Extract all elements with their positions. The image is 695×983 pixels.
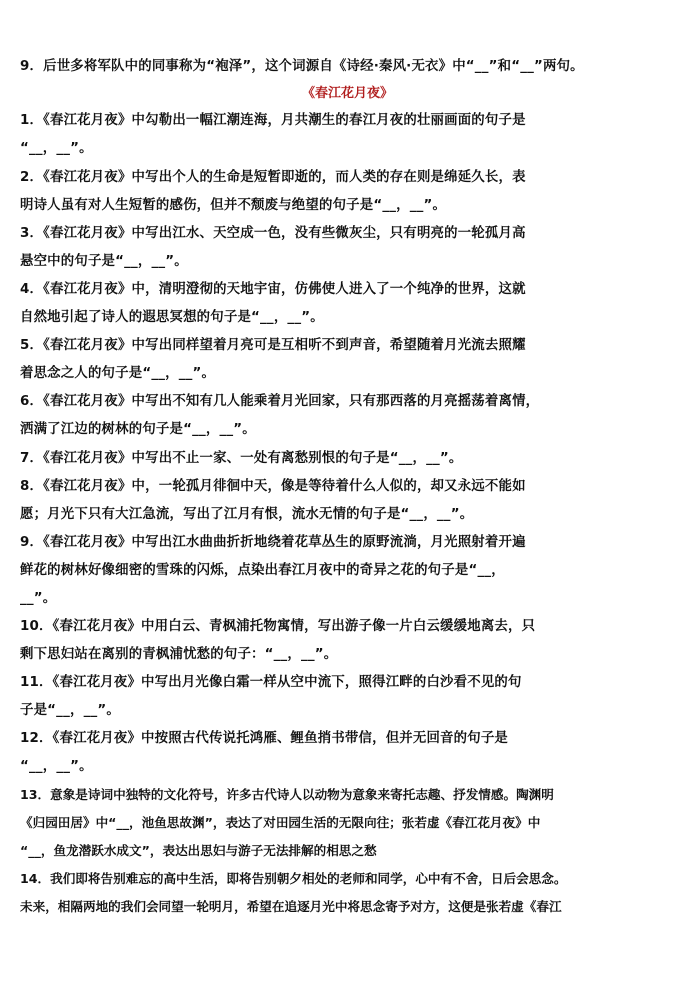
question-line: 13．意象是诗词中独特的文化符号，许多古代诗人以动物为意象来寄托志趣、抒发情感。陶渊明 — [20, 787, 554, 802]
question-line: 鲜花的树林好像细密的雪珠的闪烁，点染出春江月夜中的奇异之花的句子是“__， — [20, 563, 505, 578]
question-line: 11．《春江花月夜》中写出月光像白霜一样从空中流下，照得江畔的白沙看不见的句 — [20, 675, 522, 690]
header-question: 9．后世多将军队中的同事称为“袍泽”，这个词源自《诗经·秦风·无衣》中“__”和“__”两句。 — [20, 59, 584, 74]
question-line: 《归园田居》中“__，池鱼思故渊”，表达了对田园生活的无限向往；张若虚《春江花月夜》中 — [20, 815, 541, 830]
question-line: 4．《春江花月夜》中，清明澄彻的天地宇宙，仿佛使人进入了一个纯净的世界，这就 — [20, 282, 526, 297]
question-line: 悬空中的句子是“__，__”。 — [20, 254, 188, 269]
question-line: 2．《春江花月夜》中写出个人的生命是短暂即逝的，而人类的存在则是绵延久长，表 — [20, 170, 526, 185]
question-line: 8．《春江花月夜》中，一轮孤月徘徊中天，像是等待着什么人似的，却又永远不能如 — [20, 479, 526, 494]
question-line: 12．《春江花月夜》中按照古代传说托鸿雁、鲤鱼捎书带信，但并无回音的句子是 — [20, 731, 509, 746]
question-line: 1．《春江花月夜》中勾勒出一幅江潮连海，月共潮生的春江月夜的壮丽画面的句子是 — [20, 113, 526, 128]
question-line: 着思念之人的句子是“__，__”。 — [20, 366, 216, 381]
question-line: 10．《春江花月夜》中用白云、青枫浦托物寓情，写出游子像一片白云缓缓地离去，只 — [20, 619, 536, 634]
question-line: 明诗人虽有对人生短暂的感伤，但并不颓废与绝望的句子是“__，__”。 — [20, 198, 447, 213]
question-line: “__，__”。 — [20, 141, 93, 156]
question-line: 愿；月光下只有大江急流，写出了江月有恨，流水无情的句子是“__，__”。 — [20, 507, 474, 522]
question-line: “__，鱼龙潜跃水成文”，表达出思妇与游子无法排解的相思之愁 — [20, 843, 377, 858]
question-line: 3．《春江花月夜》中写出江水、天空成一色，没有些微灰尘，只有明亮的一轮孤月高 — [20, 226, 526, 241]
question-line: “__，__”。 — [20, 759, 93, 774]
question-line: __”。 — [20, 591, 57, 606]
question-line: 自然地引起了诗人的遐思冥想的句子是“__，__”。 — [20, 310, 324, 325]
question-line: 剩下思妇站在离别的青枫浦忧愁的句子：“__，__”。 — [20, 647, 338, 662]
question-line: 未来，相隔两地的我们会同望一轮明月，希望在追逐月光中将思念寄予对方，这便是张若虚《春江 — [20, 899, 562, 914]
question-line: 5．《春江花月夜》中写出同样望着月亮可是互相听不到声音，希望随着月光流去照耀 — [20, 338, 526, 353]
question-line: 9．《春江花月夜》中写出江水曲曲折折地绕着花草丛生的原野流淌，月光照射着开遍 — [20, 535, 526, 550]
question-line: 6．《春江花月夜》中写出不知有几人能乘着月光回家，只有那西落的月亮摇荡着离情， — [20, 394, 540, 409]
section-title: 《春江花月夜》 — [301, 86, 393, 101]
question-line: 洒满了江边的树林的句子是“__，__”。 — [20, 422, 256, 437]
question-line: 7．《春江花月夜》中写出不止一家、一处有离愁别恨的句子是“__，__”。 — [20, 451, 463, 466]
question-line: 14．我们即将告别难忘的高中生活，即将告别朝夕相处的老师和同学，心中有不舍，日后会思念。 — [20, 871, 567, 886]
question-line: 子是“__，__”。 — [20, 703, 120, 718]
